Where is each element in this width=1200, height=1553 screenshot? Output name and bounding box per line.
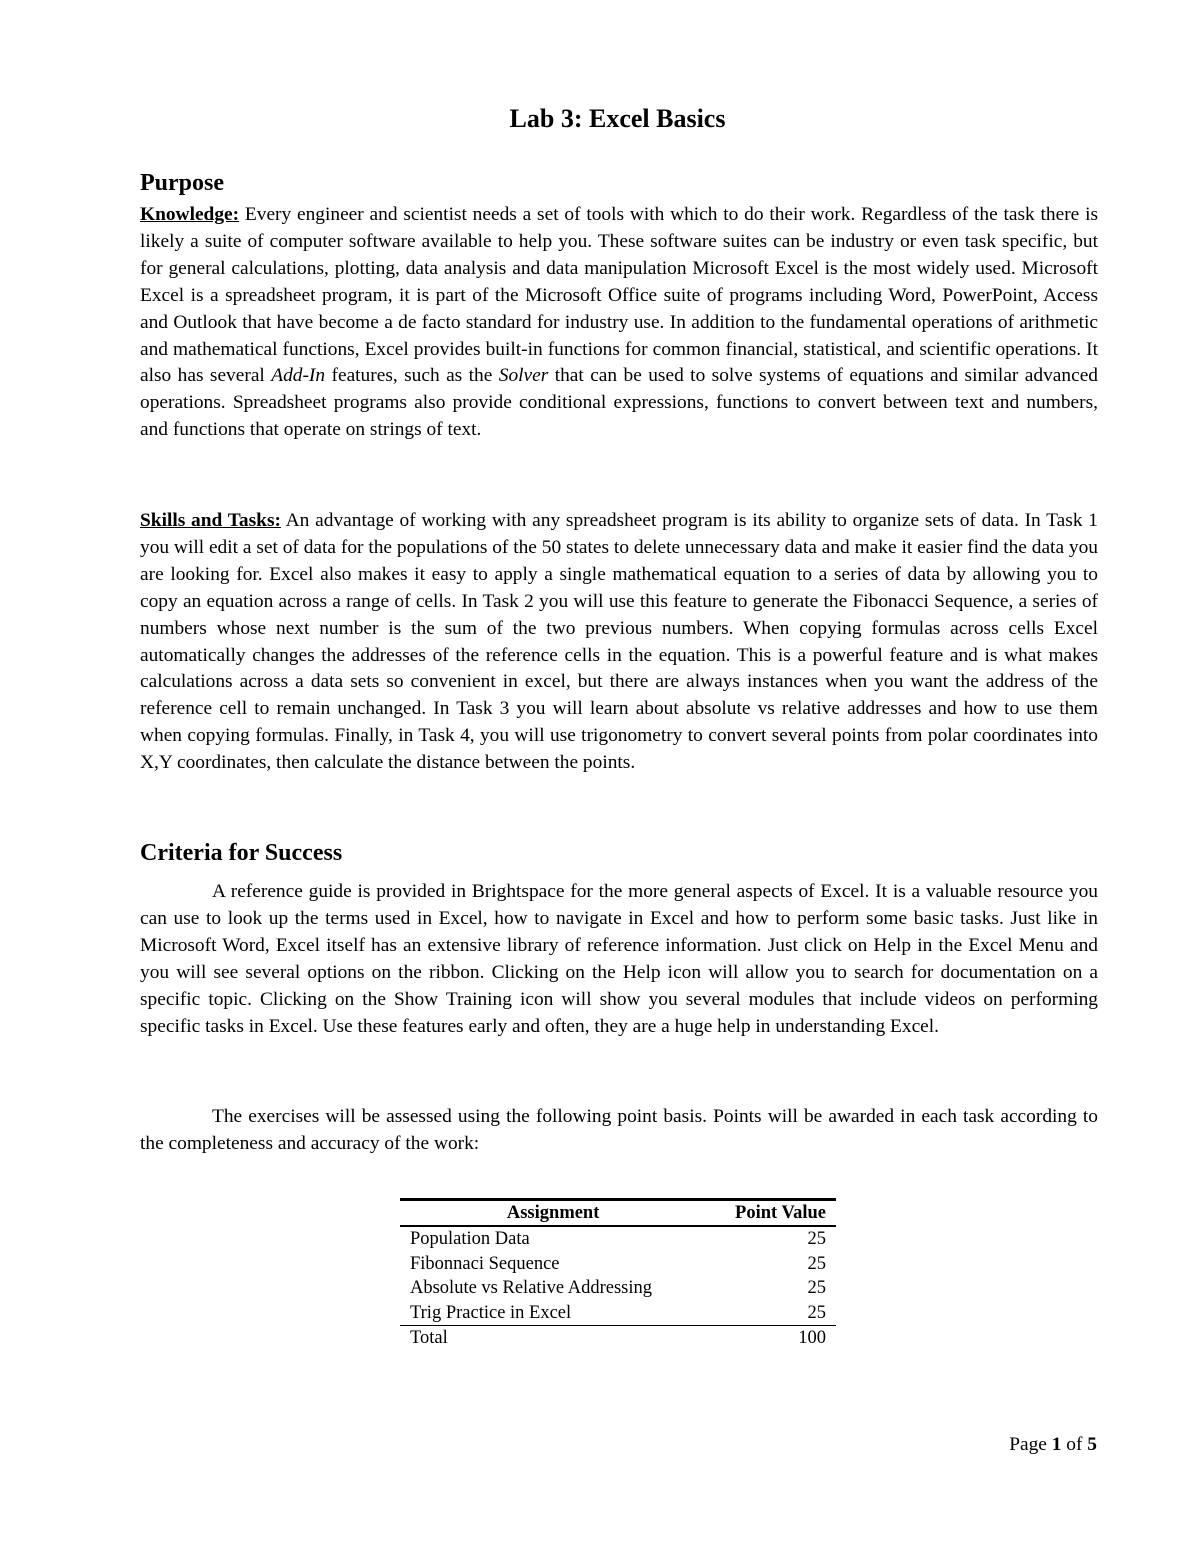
assessment-paragraph: The exercises will be assessed using the following point basis. Points will be awarded in each task according to the completeness and accuracy of the work: — [140, 1106, 1098, 1154]
assignment-cell: Fibonnaci Sequence — [410, 1253, 560, 1274]
page-word: Page — [1009, 1434, 1052, 1455]
knowledge-text-2: features, such as the — [325, 365, 499, 387]
header-point-value: Point Value — [706, 1200, 836, 1227]
knowledge-paragraph — [140, 202, 1098, 444]
purpose-heading: Purpose — [140, 170, 224, 196]
knowledge-lead: Knowledge: — [140, 204, 240, 225]
add-in-term: Add-In — [271, 365, 326, 387]
table-total-row — [400, 1326, 836, 1351]
current-page: 1 — [1051, 1434, 1062, 1455]
table-row — [400, 1252, 836, 1277]
page-number — [1009, 1434, 1097, 1456]
points-table-wrapper — [400, 1198, 836, 1351]
points-cell: 25 — [807, 1302, 826, 1323]
criteria-heading: Criteria for Success — [140, 840, 343, 866]
header-assignment: Assignment — [400, 1200, 706, 1227]
solver-term: Solver — [498, 365, 549, 387]
points-table — [400, 1198, 836, 1351]
knowledge-text-1: Every engineer and scientist needs a set of tools with which to do their work. Regardless of the task there is likely a suite of computer software available to help you. These software suites can be industry or even task specific, but for general calculations, plotting, data analysis and data manipulation Microsoft Excel is the most widely used. Microsoft Excel is a spreadsheet program, it is part of the Microsoft Office suite of programs including Word, PowerPoint, Access and Outlook that have become a de facto standard for industry use. In addition to the fundamental operations of arithmetic and mathematical functions, Excel provides built-in functions for common financial, statistical, and scientific operations. It also has several — [140, 204, 1098, 387]
document-title: Lab 3: Excel Basics — [509, 104, 726, 133]
table-row — [400, 1226, 836, 1252]
reference-guide-paragraph: A reference guide is provided in Brightspace for the more general aspects of Excel. It is a valuable resource you can use to look up the terms used in Excel, how to navigate in Excel and how to perform some basic tasks. Just like in Microsoft Word, Excel itself has an extensive library of reference information. Just click on Help in the Excel Menu and you will see several options on the ribbon. Clicking on the Help icon will allow you to search for documentation on a specific topic. Clicking on the Show Training icon will show you several modules that include videos on performing specific tasks in Excel. Use these features early and often, they are a huge help in understanding Excel. — [140, 881, 1098, 1037]
points-cell: 25 — [807, 1229, 826, 1249]
assignment-cell: Trig Practice in Excel — [410, 1302, 572, 1323]
total-value: 100 — [706, 1326, 836, 1351]
points-cell: 25 — [807, 1278, 826, 1298]
table-row — [400, 1301, 836, 1326]
table-header-row — [400, 1200, 836, 1227]
table-row — [400, 1276, 836, 1301]
skills-text: An advantage of working with any spreadsheet program is its ability to organize sets of data. In Task 1 you will edit a set of data for the populations of the 50 states to delete unnecessary data and make it easier find the data you are looking for. Excel also makes it easy to apply a single mathematical equation to a series of data by allowing you to copy an equation across a range of cells. In Task 2 you will use this feature to generate the Fibonacci Sequence, a series of numbers whose next number is the sum of the two previous numbers. When copying formulas across cells Excel automatically changes the addresses of the reference cells in the equation. This is a powerful feature and is what makes calculations across a data sets so convenient in excel, but there are always instances when you want the address of the reference cell to remain unchanged. In Task 3 you will learn about absolute vs relative addresses and how to use them when copying formulas. Finally, in Task 4, you will use trigonometry to convert several points from polar coordinates into X,Y coordinates, then calculate the distance between the points. — [140, 510, 1098, 774]
skills-lead: Skills and Tasks: — [140, 510, 281, 531]
assignment-cell: Absolute vs Relative Addressing — [410, 1278, 653, 1298]
assignment-cell: Population Data — [410, 1229, 530, 1249]
of-word: of — [1061, 1434, 1088, 1455]
total-pages: 5 — [1087, 1434, 1097, 1455]
total-label: Total — [400, 1326, 706, 1351]
knowledge-text-3: that can be used to solve systems of equations and similar advanced operations. Spreadsheet programs also provide conditional expressions, functions to convert between text and numbers, and functions that operate on strings of text. — [140, 365, 1098, 441]
skills-paragraph — [140, 508, 1098, 777]
points-cell: 25 — [807, 1253, 826, 1274]
